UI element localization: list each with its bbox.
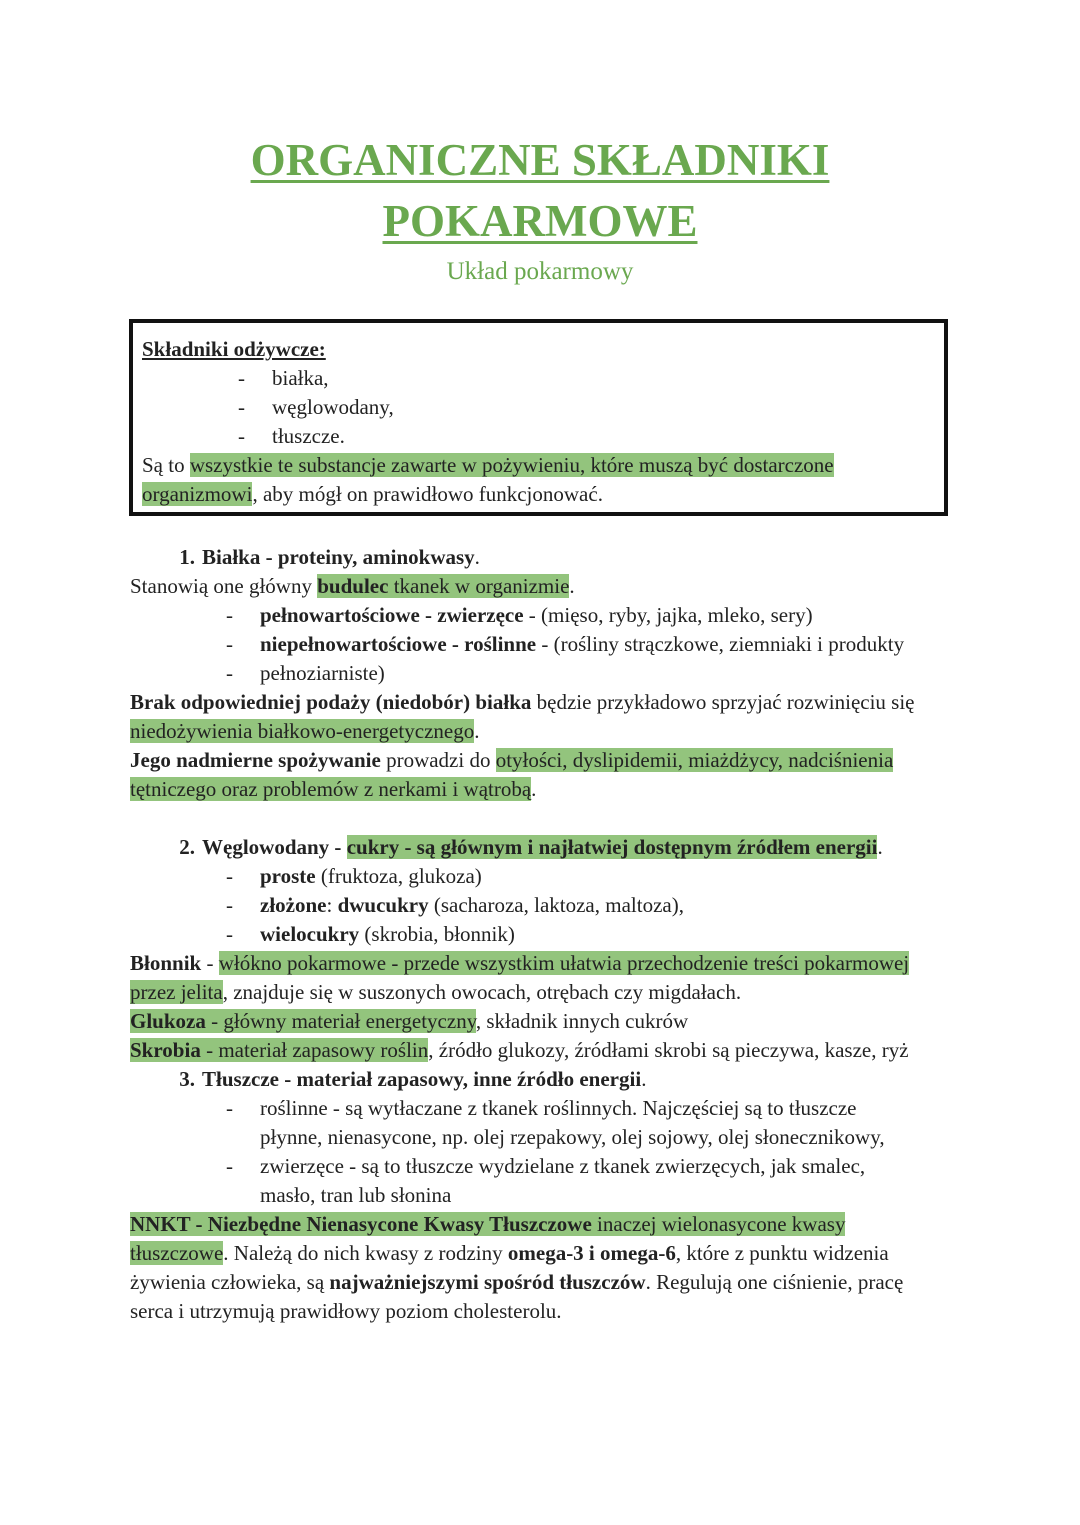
- list-item: - zwierzęce - są to tłuszcze wydzielane z tkanek zwierzęcych, jak smalec,: [226, 1154, 866, 1178]
- paragraph: niedożywienia białkowo-energetycznego.: [130, 719, 480, 743]
- list-item: - proste (fruktoza, glukoza): [226, 864, 482, 888]
- section-heading-proteins: 1. Białka - proteiny, aminokwasy.: [179, 545, 480, 569]
- paragraph: tłuszczowe. Należą do nich kwasy z rodziny omega-3 i omega-6, które z punktu widzenia: [130, 1241, 889, 1265]
- section-heading-carbohydrates: 2. Węglowodany - cukry - są głównym i najłatwiej dostępnym źródłem energii.: [179, 835, 883, 859]
- paragraph: przez jelita, znajduje się w suszonych owocach, otrębach czy migdałach.: [130, 980, 742, 1004]
- paragraph: Stanowią one główny budulec tkanek w organizmie.: [130, 574, 575, 598]
- list-item: - roślinne - są wytłaczane z tkanek roślinnych. Najczęściej są to tłuszcze: [226, 1096, 857, 1120]
- paragraph: Jego nadmierne spożywanie prowadzi do otyłości, dyslipidemii, miażdżycy, nadciśnienia: [130, 748, 894, 772]
- paragraph: tętniczego oraz problemów z nerkami i wątrobą.: [130, 777, 537, 801]
- box-text-line1: Są to wszystkie te substancje zawarte w pożywieniu, które muszą być dostarczone: [142, 453, 834, 477]
- page-title-line2: POKARMOWE: [382, 196, 698, 246]
- list-item: - białka,: [238, 366, 329, 390]
- page-title-line1: ORGANICZNE SKŁADNIKI: [250, 135, 830, 185]
- list-item-continuation: płynne, nienasycone, np. olej rzepakowy, olej sojowy, olej słonecznikowy,: [260, 1125, 885, 1149]
- paragraph: żywienia człowieka, są najważniejszymi spośród tłuszczów. Regulują one ciśnienie, pracę: [130, 1270, 904, 1294]
- paragraph: Skrobia - materiał zapasowy roślin, źródło glukozy, źródłami skrobi są pieczywa, kasze, ryż: [130, 1038, 909, 1062]
- section-heading-fats: 3. Tłuszcze - materiał zapasowy, inne źródło energii.: [179, 1067, 647, 1091]
- paragraph: Brak odpowiedniej podaży (niedobór) białka będzie przykładowo sprzyjać rozwinięciu się: [130, 690, 915, 714]
- paragraph: NNKT - Niezbędne Nienasycone Kwasy Tłuszczowe inaczej wielonasycone kwasy: [130, 1212, 846, 1236]
- document-body: [130, 543, 950, 1326]
- page-subtitle: Układ pokarmowy: [446, 258, 634, 285]
- box-text-line2: organizmowi, aby mógł on prawidłowo funkcjonować.: [142, 482, 603, 506]
- list-item: - pełnoziarniste): [226, 661, 385, 685]
- paragraph: Glukoza - główny materiał energetyczny, składnik innych cukrów: [130, 1009, 689, 1033]
- list-item: - złożone: dwucukry (sacharoza, laktoza, maltoza),: [226, 893, 684, 917]
- list-item: - pełnowartościowe - zwierzęce - (mięso, ryby, jajka, mleko, sery): [226, 603, 813, 627]
- nutrients-box: [129, 319, 948, 516]
- paragraph: Błonnik - włókno pokarmowe - przede wszystkim ułatwia przechodzenie treści pokarmowej: [130, 951, 910, 975]
- list-item: - węglowodany,: [238, 395, 394, 419]
- spacer: [130, 804, 950, 833]
- paragraph: serca i utrzymują prawidłowy poziom cholesterolu.: [130, 1299, 562, 1323]
- list-item: - tłuszcze.: [238, 424, 345, 448]
- list-item: - wielocukry (skrobia, błonnik): [226, 922, 515, 946]
- box-heading: Składniki odżywcze:: [142, 337, 326, 361]
- list-item: - niepełnowartościowe - roślinne - (rośliny strączkowe, ziemniaki i produkty: [226, 632, 905, 656]
- list-item-continuation: masło, tran lub słonina: [260, 1183, 452, 1207]
